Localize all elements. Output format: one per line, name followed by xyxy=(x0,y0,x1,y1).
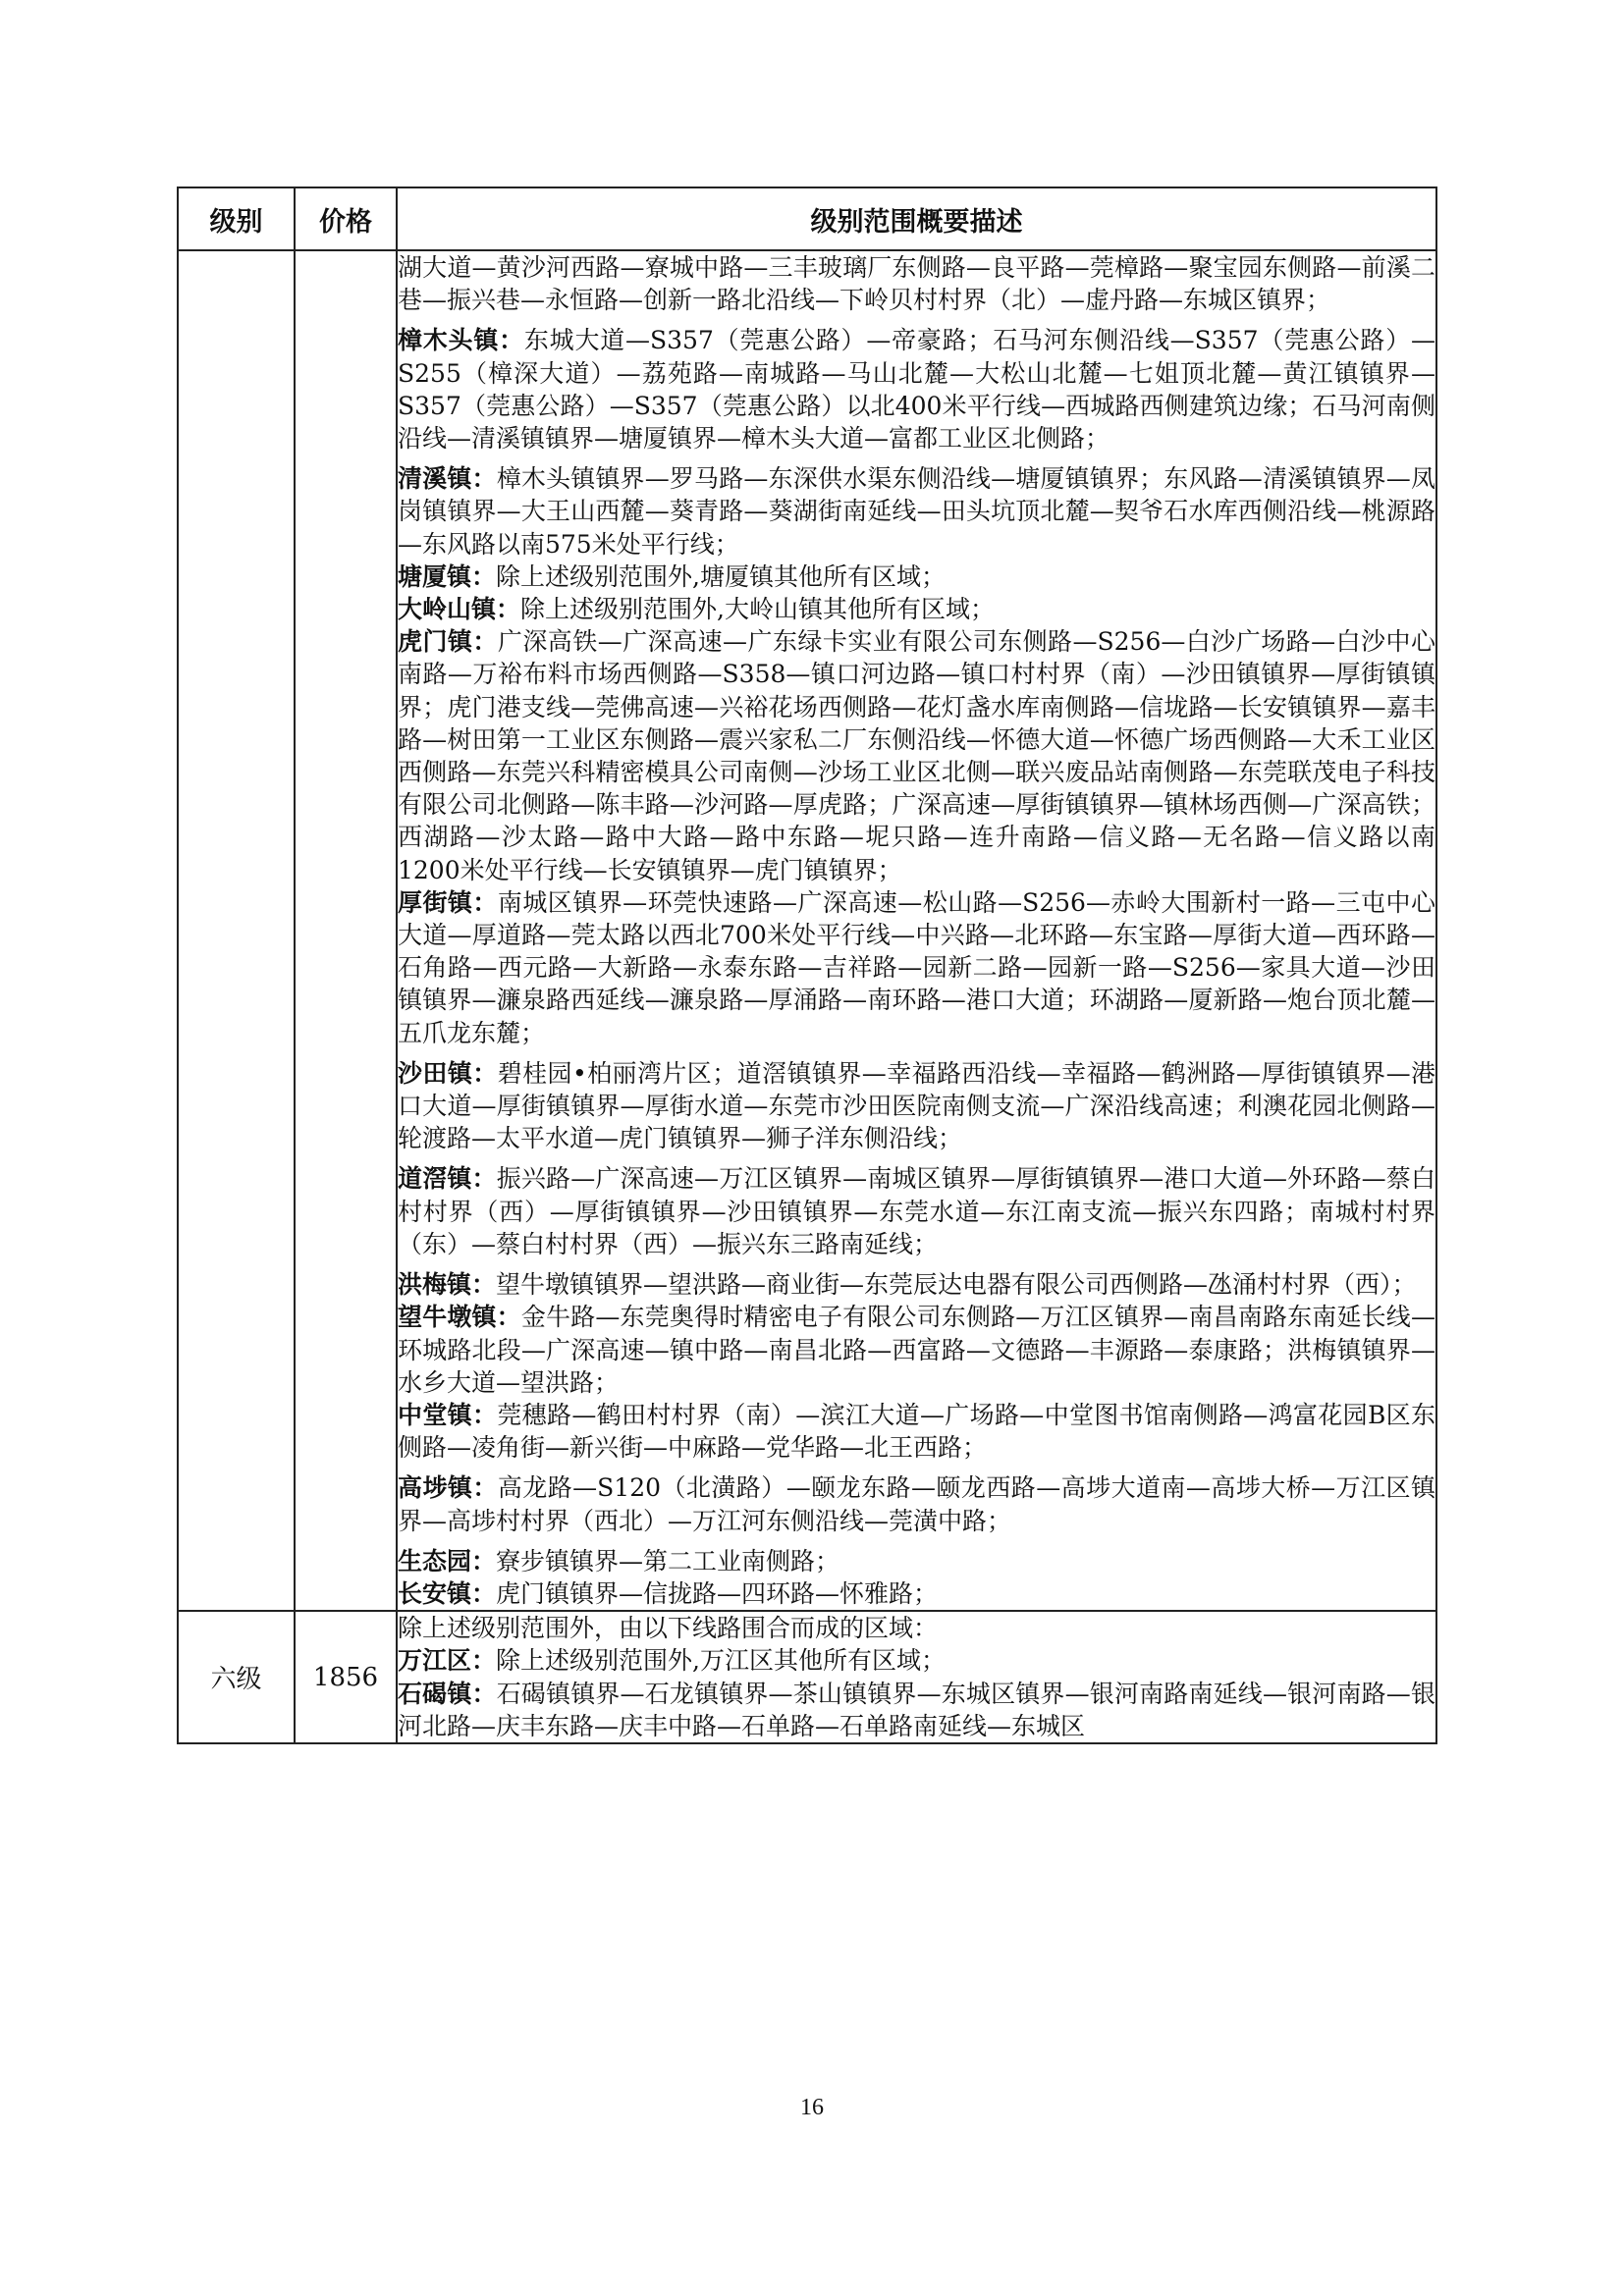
description-cell xyxy=(397,1611,1436,1743)
town-name: 长安镇： xyxy=(398,1578,497,1608)
land-price-table xyxy=(177,187,1437,1744)
desc-paragraph: 除上述级别范围外，由以下线路围合而成的区域： xyxy=(398,1614,939,1643)
town-name: 虎门镇： xyxy=(398,627,498,657)
desc-paragraph: 中堂镇：莞穗路—鹤田村村界（南）—滨江大道—广场路—中堂图书馆南侧路—鸿富花园B区东侧路—凌角街—新兴街—中麻路—党华路—北王西路； xyxy=(398,1400,1435,1463)
table-row xyxy=(178,1611,1436,1743)
level-cell: 六级 xyxy=(178,1611,295,1743)
town-name: 樟木头镇： xyxy=(398,326,524,355)
desc-paragraph: 高埗镇：高龙路—S120（北潢路）—颐龙东路—颐龙西路—高埗大道南—高埗大桥—万江区镇界—高埗村村界（西北）—万江河东侧沿线—莞潢中路； xyxy=(398,1473,1435,1535)
town-name: 中堂镇： xyxy=(398,1400,498,1429)
desc-paragraph: 长安镇：虎门镇镇界—信拢路—四环路—怀雅路； xyxy=(398,1578,939,1608)
desc-paragraph: 樟木头镇：东城大道—S357（莞惠公路）—帝豪路；石马河东侧沿线—S357（莞惠公路）—S255（樟深大道）—荔苑路—南城路—马山北麓—大松山北麓—七姐顶北麓—黄江镇镇界—S357（莞惠公路）—S357（莞惠公路）以北400米平行线—西城路西侧建筑边缘；石马河南侧沿线—清溪镇镇界—塘厦镇界—樟木头大道—富都工业区北侧路； xyxy=(398,326,1435,454)
town-name: 塘厦镇： xyxy=(398,561,497,591)
town-name: 大岭山镇： xyxy=(398,595,521,624)
desc-paragraph: 石碣镇：石碣镇镇界—石龙镇镇界—茶山镇镇界—东城区镇界—银河南路南延线—银河南路—银河北路—庆丰东路—庆丰中路—石单路—石单路南延线—东城区 xyxy=(398,1679,1435,1740)
desc-paragraph: 洪梅镇：望牛墩镇镇界—望洪路—商业街—东莞辰达电器有限公司西侧路—氹涌村村界（西）； xyxy=(398,1270,1417,1300)
level-cell xyxy=(178,250,295,1611)
town-name: 高埗镇： xyxy=(398,1473,498,1503)
price-cell: 1856 xyxy=(295,1611,397,1743)
desc-paragraph: 沙田镇：碧桂园•柏丽湾片区；道滘镇镇界—幸福路西沿线—幸福路—鹤洲路—厚街镇镇界—港口大道—厚街镇镇界—厚街水道—东莞市沙田医院南侧支流—广深沿线高速；利澳花园北侧路—轮渡路—太平水道—虎门镇镇界—狮子洋东侧沿线； xyxy=(398,1058,1435,1153)
town-name: 道滘镇： xyxy=(398,1164,497,1194)
header-level: 级别 xyxy=(178,187,295,250)
desc-paragraph: 望牛墩镇：金牛路—东莞奥得时精密电子有限公司东侧路—万江区镇界—南昌南路东南延长线—环城路北段—广深高速—镇中路—南昌北路—西富路—文德路—丰源路—泰康路；洪梅镇镇界—水乡大道—望洪路； xyxy=(398,1303,1435,1397)
header-price: 价格 xyxy=(295,187,397,250)
table-header-row xyxy=(178,187,1436,250)
desc-paragraph: 虎门镇：广深高铁—广深高速—广东绿卡实业有限公司东侧路—S256—白沙广场路—白沙中心南路—万裕布料市场西侧路—S358—镇口河边路—镇口村村界（南）—沙田镇镇界—厚街镇镇界；虎门港支线—莞佛高速—兴裕花场西侧路—花灯盏水库南侧路—信垅路—长安镇镇界—嘉丰路—树田第一工业区东侧路—震兴家私二厂东侧沿线—怀德大道—怀德广场西侧路—大禾工业区西侧路—东莞兴科精密模具公司南侧—沙场工业区北侧—联兴废品站南侧路—东莞联茂电子科技有限公司北侧路—陈丰路—沙河路—厚虎路；广深高速—厚街镇镇界—镇林场西侧—广深高铁；西湖路—沙太路—路中大路—路中东路—坭只路—连升南路—信义路—无名路—信义路以南1200米处平行线—长安镇镇界—虎门镇镇界； xyxy=(398,627,1435,884)
desc-paragraph: 塘厦镇：除上述级别范围外,塘厦镇其他所有区域； xyxy=(398,561,946,591)
desc-paragraph: 生态园：寮步镇镇界—第二工业南侧路； xyxy=(398,1546,840,1575)
page-number: 16 xyxy=(800,2095,824,2120)
town-name: 生态园： xyxy=(398,1546,497,1575)
desc-paragraph: 清溪镇：樟木头镇镇界—罗马路—东深供水渠东侧沿线—塘厦镇镇界；东风路—清溪镇镇界—凤岗镇镇界—大王山西麓—葵青路—葵湖街南延线—田头坑顶北麓—契爷石水库西侧沿线—桃源路—东风路以南575米处平行线； xyxy=(398,464,1435,559)
desc-paragraph: 湖大道—黄沙河西路—寮城中路—三丰玻璃厂东侧路—良平路—莞樟路—聚宝园东侧路—前溪二巷—振兴巷—永恒路—创新一路北沿线—下岭贝村村界（北）—虚丹路—东城区镇界； xyxy=(398,253,1435,315)
desc-paragraph: 厚街镇：南城区镇界—环莞快速路—广深高速—松山路—S256—赤岭大围新村一路—三屯中心大道—厚道路—莞太路以西北700米处平行线—中兴路—北环路—东宝路—厚街大道—西环路—石角路—西元路—大新路—永泰东路—吉祥路—园新二路—园新一路—S256—家具大道—沙田镇镇界—濂泉路西延线—濂泉路—厚涌路—南环路—港口大道；环湖路—厦新路—炮台顶北麓—五爪龙东麓； xyxy=(398,887,1435,1047)
desc-paragraph: 大岭山镇：除上述级别范围外,大岭山镇其他所有区域； xyxy=(398,595,995,624)
desc-paragraph: 道滘镇：振兴路—广深高速—万江区镇界—南城区镇界—厚街镇镇界—港口大道—外环路—蔡白村村界（西）—厚街镇镇界—沙田镇镇界—东莞水道—东江南支流—振兴东四路；南城村村界（东）—蔡白村村界（西）—振兴东三路南延线； xyxy=(398,1164,1435,1258)
table-row xyxy=(178,250,1436,1611)
town-name: 清溪镇： xyxy=(398,464,497,494)
town-name: 洪梅镇： xyxy=(398,1270,497,1300)
header-description: 级别范围概要描述 xyxy=(397,187,1436,250)
price-cell xyxy=(295,250,397,1611)
town-name: 望牛墩镇： xyxy=(398,1303,521,1332)
town-name: 万江区： xyxy=(398,1646,497,1676)
town-name: 石碣镇： xyxy=(398,1679,497,1708)
description-cell xyxy=(397,250,1436,1611)
town-name: 沙田镇： xyxy=(398,1058,498,1088)
town-name: 厚街镇： xyxy=(398,887,498,917)
desc-paragraph: 万江区：除上述级别范围外,万江区其他所有区域； xyxy=(398,1646,946,1676)
